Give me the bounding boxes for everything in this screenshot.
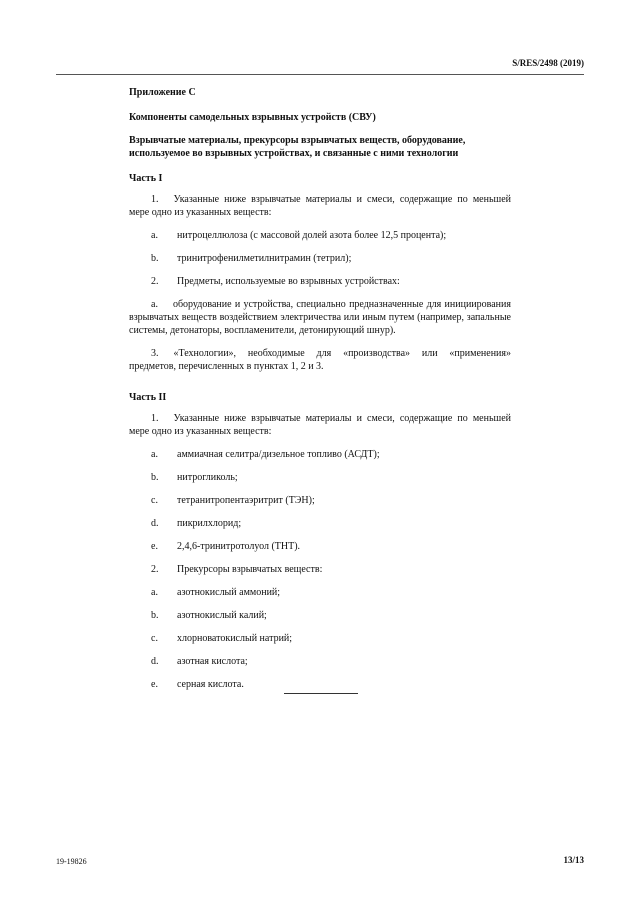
page-number: 13/13 [563, 855, 584, 865]
paragraph-text: Указанные ниже взрывчатые материалы и смеси, содержащие по меньшей мере одно из указанных веществ: [129, 194, 511, 218]
list-marker: a. [151, 449, 158, 460]
list-item [129, 448, 511, 461]
list-marker: b. [151, 610, 159, 621]
list-marker: b. [151, 472, 159, 483]
list-item [129, 517, 511, 530]
list-item [129, 275, 511, 288]
paragraph [129, 347, 511, 373]
list-text: аммиачная селитра/дизельное топливо (АСДТ); [177, 449, 380, 460]
list-item [129, 563, 511, 576]
paragraph-number: 3. [151, 348, 159, 359]
list-text: пикрилхлорид; [177, 518, 242, 529]
list-marker: c. [151, 633, 158, 644]
list-text: тетранитропентаэритрит (ТЭН); [177, 495, 315, 506]
list-marker: e. [151, 541, 158, 552]
list-text: Предметы, используемые во взрывных устройствах: [177, 276, 400, 287]
list-marker: e. [151, 679, 158, 690]
list-marker: d. [151, 518, 159, 529]
paragraph-number: 1. [151, 194, 159, 205]
part-2-title: Часть II [129, 392, 167, 403]
list-text: хлорноватокислый натрий; [177, 633, 293, 644]
paragraph [129, 412, 511, 438]
list-marker: d. [151, 656, 159, 667]
list-text: азотнокислый аммоний; [177, 587, 281, 598]
list-text: нитрогликоль; [177, 472, 238, 483]
paragraph [129, 298, 511, 337]
list-item [129, 494, 511, 507]
annex-subtitle: Компоненты самодельных взрывных устройств (СВУ) [129, 112, 376, 123]
list-text: 2,4,6-тринитротолуол (ТНТ). [177, 541, 301, 552]
list-item [129, 678, 511, 691]
end-rule [284, 693, 358, 694]
list-item [129, 471, 511, 484]
header-rule [56, 74, 584, 75]
paragraph-number: 1. [151, 413, 159, 424]
list-text: нитроцеллюлоза (с массовой долей азота более 12,5 процента); [177, 230, 447, 241]
list-marker: a. [151, 230, 158, 241]
list-item [129, 586, 511, 599]
paragraph-text: «Технологии», необходимые для «производства» или «применения» предметов, перечисленных в пунктах 1, 2 и 3. [129, 348, 511, 372]
list-text: Прекурсоры взрывчатых веществ: [177, 564, 323, 575]
part-1-title: Часть I [129, 173, 163, 184]
annex-heading: Взрывчатые материалы, прекурсоры взрывчатых веществ, оборудование, используемое во взрывных устройствах, и связанные с ними технологии [129, 135, 466, 159]
list-marker: 2. [151, 276, 159, 287]
document-symbol: S/RES/2498 (2019) [512, 58, 584, 68]
list-item [129, 609, 511, 622]
paragraph [129, 193, 511, 219]
paragraph-text: Указанные ниже взрывчатые материалы и смеси, содержащие по меньшей мере одно из указанных веществ: [129, 413, 511, 437]
list-marker: c. [151, 495, 158, 506]
list-item [129, 252, 511, 265]
list-marker: 2. [151, 564, 159, 575]
list-text: серная кислота. [177, 679, 244, 690]
annex-body [129, 86, 511, 691]
list-text: тринитрофенилметилнитрамин (тетрил); [177, 253, 352, 264]
paragraph-number: a. [151, 299, 158, 310]
paragraph-text: оборудование и устройства, специально предназначенные для инициирования взрывчатых веществ воздействием электричества или иным путем (например, запальные системы, детонаторы, воспламенители, детонирующий шнур). [129, 299, 511, 336]
annex-title: Приложение С [129, 87, 196, 98]
list-item [129, 655, 511, 668]
list-item [129, 632, 511, 645]
list-marker: a. [151, 587, 158, 598]
document-number: 19-19826 [56, 857, 87, 866]
list-item [129, 229, 511, 242]
list-marker: b. [151, 253, 159, 264]
list-text: азотнокислый калий; [177, 610, 267, 621]
list-text: азотная кислота; [177, 656, 248, 667]
list-item [129, 540, 511, 553]
